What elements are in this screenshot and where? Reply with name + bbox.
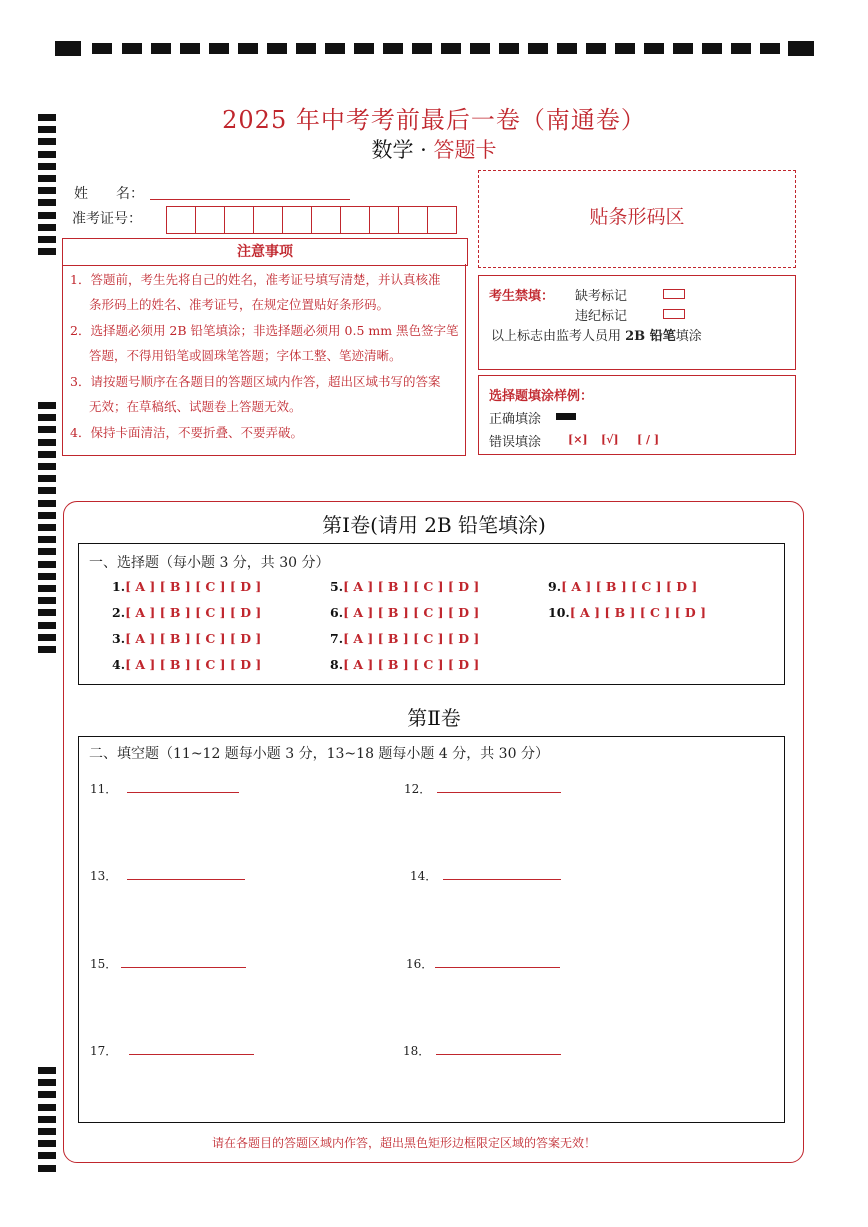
timing-mark xyxy=(38,439,56,446)
answer-line[interactable] xyxy=(129,1044,254,1055)
barcode-area[interactable]: 贴条形码区 xyxy=(478,170,796,268)
id-digit-box[interactable] xyxy=(282,206,312,234)
correct-fill-mark xyxy=(556,413,576,420)
q-number: 9. xyxy=(548,579,562,594)
dot-separator: · xyxy=(420,138,427,162)
forbidden-box xyxy=(478,275,796,370)
timing-mark xyxy=(38,548,56,555)
forbidden-label: 考生禁填： xyxy=(489,289,555,304)
sample-title: 选择题填涂样例： xyxy=(489,389,594,404)
timing-mark xyxy=(38,187,56,194)
choice-q8[interactable] xyxy=(330,657,479,672)
timing-mark xyxy=(38,561,56,568)
choice-section-title: 一、选择题（每小题 3 分，共 30 分） xyxy=(89,555,330,571)
fill-q12[interactable] xyxy=(404,780,561,797)
timing-mark xyxy=(38,475,56,482)
id-digit-box[interactable] xyxy=(195,206,225,234)
q-options[interactable]: [ A ] [ B ] [ C ] [ D ] xyxy=(561,579,698,594)
timing-mark xyxy=(38,487,56,494)
note-bold: 2B 铅笔 xyxy=(625,329,676,344)
timing-mark xyxy=(38,212,56,219)
timing-mark xyxy=(38,597,56,604)
timing-mark xyxy=(38,634,56,641)
timing-mark xyxy=(38,236,56,243)
q-number: 7. xyxy=(330,631,344,646)
name-field[interactable] xyxy=(150,198,350,200)
id-digit-box[interactable] xyxy=(340,206,370,234)
choice-q1[interactable] xyxy=(112,579,261,594)
timing-mark xyxy=(38,646,56,653)
left-timing-marks xyxy=(38,0,58,1227)
choice-q2[interactable] xyxy=(112,605,261,620)
choice-q7[interactable] xyxy=(330,631,479,646)
id-digit-box[interactable] xyxy=(224,206,254,234)
timing-mark xyxy=(38,1152,56,1159)
q-number: 4. xyxy=(112,657,126,672)
fill-q13[interactable] xyxy=(90,867,245,884)
timing-mark xyxy=(38,1091,56,1098)
q-number: 8. xyxy=(330,657,344,672)
note-prefix: 以上标志由监考人员用 xyxy=(491,329,626,344)
q-number: 1. xyxy=(112,579,126,594)
answer-line[interactable] xyxy=(127,782,239,793)
part2-title: 第Ⅱ卷 xyxy=(407,706,461,730)
exam-title: 2025 年中考考前最后一卷（南通卷） xyxy=(222,106,646,134)
timing-mark xyxy=(38,175,56,182)
card-subtitle xyxy=(0,134,868,164)
q-options[interactable]: [ A ] [ B ] [ C ] [ D ] xyxy=(125,631,262,646)
footer-warning: 请在各题目的答题区域内作答，超出黑色矩形边框限定区域的答案无效！ xyxy=(211,1136,596,1150)
q-options[interactable]: [ A ] [ B ] [ C ] [ D ] xyxy=(343,657,480,672)
notice-line: 条形码上的姓名、准考证号，在规定位置贴好条形码。 xyxy=(89,297,390,312)
fill-q14[interactable] xyxy=(410,867,561,884)
q-options[interactable]: [ A ] [ B ] [ C ] [ D ] xyxy=(125,579,262,594)
timing-mark xyxy=(38,500,56,507)
q-number: 14． xyxy=(410,869,438,883)
id-digit-box[interactable] xyxy=(311,206,341,234)
q-number: 10. xyxy=(548,605,570,620)
fill-q15[interactable] xyxy=(90,955,246,972)
id-digit-box[interactable] xyxy=(253,206,283,234)
top-timing-marks xyxy=(0,0,868,60)
q-options[interactable]: [ A ] [ B ] [ C ] [ D ] xyxy=(125,605,262,620)
note-suffix: 填涂 xyxy=(675,329,702,344)
q-options[interactable]: [ A ] [ B ] [ C ] [ D ] xyxy=(569,605,706,620)
notice-box xyxy=(62,264,466,456)
fill-q16[interactable] xyxy=(406,955,560,972)
choice-q3[interactable] xyxy=(112,631,261,646)
id-digit-box[interactable] xyxy=(427,206,457,234)
forbidden-note xyxy=(491,325,702,344)
answer-line[interactable] xyxy=(443,869,561,880)
q-options[interactable]: [ A ] [ B ] [ C ] [ D ] xyxy=(343,605,480,620)
notice-line: 4．保持卡面清洁，不要折叠、不要弄破。 xyxy=(70,425,303,440)
q-number: 11． xyxy=(90,782,118,796)
timing-mark xyxy=(38,414,56,421)
timing-mark xyxy=(38,451,56,458)
wrong-mark-check: [√] xyxy=(601,433,619,446)
timing-mark xyxy=(38,609,56,616)
name-label: 姓 名： xyxy=(74,186,144,202)
q-number: 12． xyxy=(404,782,432,796)
timing-mark xyxy=(38,199,56,206)
violation-mark-box[interactable] xyxy=(663,309,685,319)
timing-mark xyxy=(38,573,56,580)
q-options[interactable]: [ A ] [ B ] [ C ] [ D ] xyxy=(125,657,262,672)
notice-line: 3．请按题号顺序在各题目的答题区域内作答，超出区域书写的答案 xyxy=(70,374,441,389)
timing-mark xyxy=(38,463,56,470)
notice-line: 答题，不得用铅笔或圆珠笔答题；字体工整、笔迹清晰。 xyxy=(89,348,402,363)
q-options[interactable]: [ A ] [ B ] [ C ] [ D ] xyxy=(343,631,480,646)
id-digit-box[interactable] xyxy=(166,206,196,234)
q-number: 13． xyxy=(90,869,118,883)
timing-mark xyxy=(38,426,56,433)
choice-q4[interactable] xyxy=(112,657,261,672)
q-number: 5. xyxy=(330,579,344,594)
timing-mark xyxy=(38,1067,56,1074)
fill-q18[interactable] xyxy=(403,1042,561,1059)
timing-mark xyxy=(38,248,56,255)
q-options[interactable]: [ A ] [ B ] [ C ] [ D ] xyxy=(343,579,480,594)
q-number: 3. xyxy=(112,631,126,646)
wrong-mark-cross: [×] xyxy=(568,433,588,446)
answer-line[interactable] xyxy=(435,957,560,968)
choice-q10[interactable] xyxy=(548,605,706,620)
choice-q6[interactable] xyxy=(330,605,479,620)
absent-mark-box[interactable] xyxy=(663,289,685,299)
notice-title: 注意事项 xyxy=(62,238,468,266)
subject-label: 数学 xyxy=(371,138,414,162)
answer-line[interactable] xyxy=(437,782,561,793)
timing-mark xyxy=(38,1104,56,1111)
sample-box xyxy=(478,375,796,455)
timing-mark xyxy=(38,585,56,592)
wrong-label: 错误填涂 xyxy=(489,435,542,450)
q-number: 2. xyxy=(112,605,126,620)
id-digit-box[interactable] xyxy=(398,206,428,234)
q-number: 15． xyxy=(90,957,118,971)
q-number: 18． xyxy=(403,1044,431,1058)
q-number: 6. xyxy=(330,605,344,620)
fill-q11[interactable] xyxy=(90,780,239,797)
card-label: 答题卡 xyxy=(433,138,497,162)
id-digit-box[interactable] xyxy=(369,206,399,234)
answer-line[interactable] xyxy=(127,869,245,880)
answer-line[interactable] xyxy=(436,1044,561,1055)
violation-label: 违纪标记 xyxy=(575,309,628,324)
fill-q17[interactable] xyxy=(90,1042,254,1059)
notice-line: 无效；在草稿纸、试题卷上答题无效。 xyxy=(89,399,302,414)
timing-mark xyxy=(38,622,56,629)
q-number: 17． xyxy=(90,1044,118,1058)
timing-mark xyxy=(38,402,56,409)
wrong-mark-slash: [ / ] xyxy=(637,433,660,446)
notice-line: 2．选择题必须用 2B 铅笔填涂；非选择题必须用 0.5 mm 黑色签字笔 xyxy=(70,323,459,338)
choice-q9[interactable] xyxy=(548,579,697,594)
timing-mark xyxy=(38,1165,56,1172)
timing-mark xyxy=(38,1079,56,1086)
correct-label: 正确填涂 xyxy=(489,412,542,427)
absent-label: 缺考标记 xyxy=(575,289,628,304)
id-label: 准考证号： xyxy=(72,211,142,227)
notice-line: 1．答题前，考生先将自己的姓名，准考证号填写清楚，并认真核准 xyxy=(70,272,441,287)
timing-mark xyxy=(38,1116,56,1123)
answer-line[interactable] xyxy=(121,957,246,968)
part1-title: 第Ⅰ卷(请用 2B 铅笔填涂) xyxy=(322,513,546,537)
q-number: 16． xyxy=(406,957,434,971)
id-number-boxes[interactable] xyxy=(166,206,456,232)
timing-mark xyxy=(38,224,56,231)
fill-section-title: 二、填空题（11~12 题每小题 3 分，13~18 题每小题 4 分，共 30 分） xyxy=(89,746,549,762)
choice-q5[interactable] xyxy=(330,579,479,594)
